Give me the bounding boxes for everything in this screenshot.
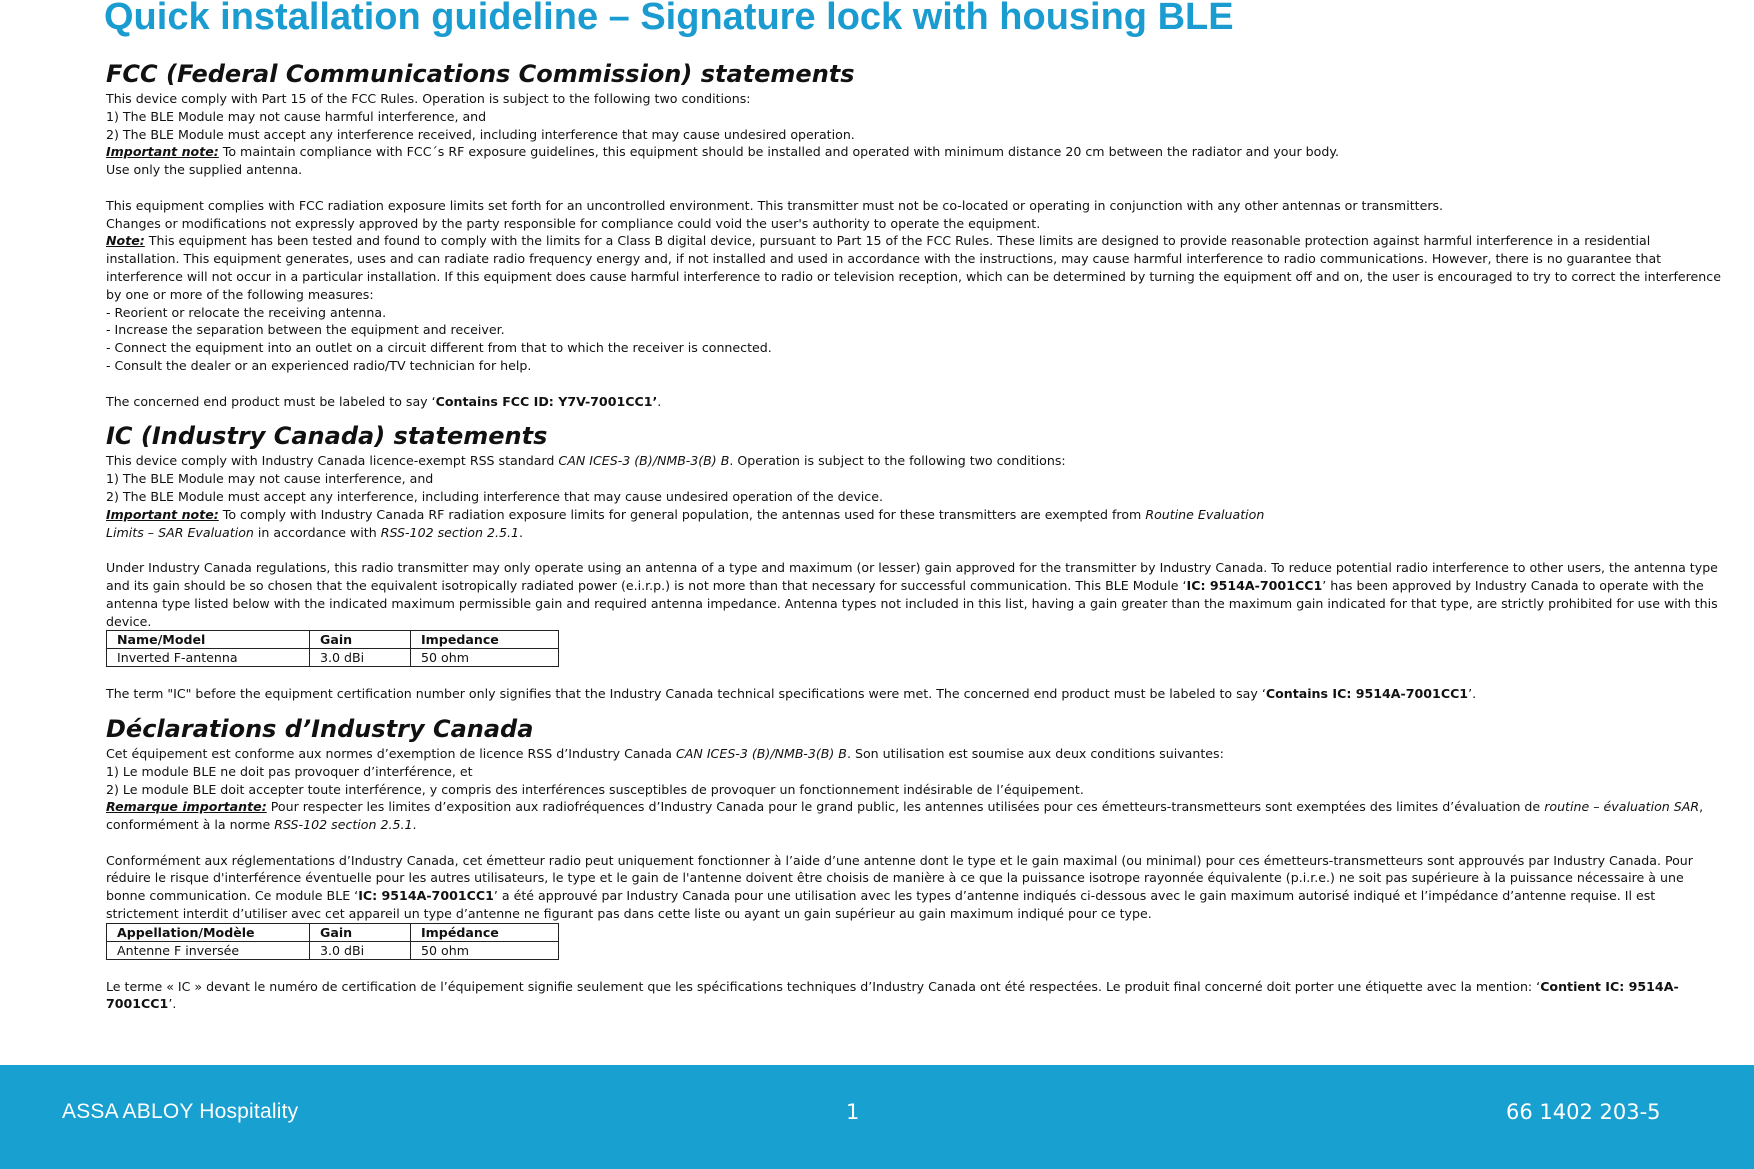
table-header-row — [107, 923, 559, 941]
fr-antenna-table — [106, 923, 559, 960]
ic-label-requirement: The term "IC" before the equipment certification number only signifies that the Industry Canada technical specifications were met. The concerned end product must be labeled to say ‘Contains IC: 9514A-7001CC1’. — [106, 686, 1477, 702]
fr-label-requirement: Le terme « IC » devant le numéro de certification de l’équipement signifie seulement que les spécifications techniques d’Industry Canada ont été respectées. Le produit final concerné doit porter une étiquette avec la mention: ‘Contient IC: 9514A-7001CC1’. — [106, 978, 1679, 1012]
ic-antenna-table — [106, 630, 559, 667]
ic-intro: This device comply with Industry Canada licence-exempt RSS standard CAN ICES-3 (B)/NMB-3(B) B. Operation is subject to the following two conditions: — [106, 453, 1066, 469]
document-number: 66 1402 203-5 — [1506, 1100, 1661, 1124]
fr-condition-2: 2) Le module BLE doit accepter toute interférence, y compris des interférences susceptibles de provoquer un fonctionnement indésirable de l’équipement. — [106, 781, 1084, 797]
fcc-important-label: Important note: — [106, 144, 219, 160]
fr-heading: Déclarations d’Industry Canada — [106, 714, 534, 743]
fr-intro: Cet équipement est conforme aux normes d’exemption de licence RSS d’Industry Canada CAN ICES-3 (B)/NMB-3(B) B. Son utilisation est soumise aux deux conditions suivantes: — [106, 745, 1224, 761]
fcc-note-text: This equipment has been tested and found to comply with the limits for a Class B digital device, pursuant to Part 15 of the FCC Rules. These limits are designed to provide reasonable protection against harmful interference in a residential installation. This equipment generates, uses and can radiate radio frequency energy and, if not installed and used in accordance with the instructions, may cause harmful interference to radio communications. However, there is no guarantee that interference will not occur in a particular installation. If this equipment does cause harmful interference to radio or television reception, which can be determined by turning the equipment off and on, the user is encouraged to try to correct the interference by one or more of the following measures: — [106, 233, 1721, 302]
fcc-measure: - Increase the separation between the equipment and receiver. — [106, 322, 505, 338]
ic-condition-1: 1) The BLE Module may not cause interference, and — [106, 471, 434, 487]
brand-logo-text: ASSA ABLOY Hospitality — [62, 1100, 299, 1123]
fcc-condition-2: 2) The BLE Module must accept any interference received, including interference that may cause undesired operation. — [106, 126, 855, 142]
fr-important-note: Remarque importante: Pour respecter les limites d’exposition aux radiofréquences d’Industry Canada pour le grand public, les antennes utilisées pour ces émetteurs-transmetteurs sont exemptées des limites d’évaluation de routine – évaluation SAR, conformément à la norme RSS-102 section 2.5.1. — [106, 799, 1704, 833]
fcc-condition-1: 1) The BLE Module may not cause harmful interference, and — [106, 108, 487, 124]
table-cell: 3.0 dBi — [310, 941, 411, 959]
footer-bar — [0, 1065, 1754, 1169]
table-cell: Antenne F inversée — [107, 941, 310, 959]
fcc-note-label: Note: — [106, 233, 145, 249]
fcc-label-requirement: The concerned end product must be labeled to say ‘Contains FCC ID: Y7V-7001CC1’. — [106, 393, 662, 409]
fcc-measure: - Reorient or relocate the receiving antenna. — [106, 304, 387, 320]
page-number: 1 — [846, 1100, 860, 1124]
table-row — [107, 649, 559, 667]
table-header: Name/Model — [107, 631, 310, 649]
ic-id: IC: 9514A-7001CC1 — [1186, 577, 1323, 593]
table-header: Gain — [310, 631, 411, 649]
table-cell: 50 ohm — [411, 941, 559, 959]
table-header-row — [107, 631, 559, 649]
table-cell: 50 ohm — [411, 649, 559, 667]
table-header: Impedance — [411, 631, 559, 649]
fcc-note — [106, 232, 1726, 303]
document-body — [106, 58, 1726, 1013]
fcc-intro: This device comply with Part 15 of the FCC Rules. Operation is subject to the following two conditions: — [106, 91, 751, 106]
table-row — [107, 941, 559, 959]
page-title: Quick installation guideline – Signature lock with housing BLE — [104, 0, 1234, 38]
fcc-measure: - Connect the equipment into an outlet on a circuit different from that to which the receiver is connected. — [106, 340, 772, 356]
fcc-id: Contains FCC ID: Y7V-7001CC1’ — [435, 393, 658, 409]
ic-heading: IC (Industry Canada) statements — [106, 422, 548, 451]
fr-regulations: Conformément aux réglementations d’Industry Canada, cet émetteur radio peut uniquement fonctionner à l’aide d’une antenne dont le type et le gain maximal (ou minimal) pour ces émetteurs-transmetteurs sont approuvés par Industry Canada. Pour réduire le risque d'interférence éventuelle pour les autres utilisateurs, le type et le gain de l'antenne doivent être choisis de manière à ce que la puissance isotrope rayonnée équivalente (p.i.r.e.) ne soit pas supérieure à la puissance nécessaire à une bonne communication. Ce module BLE ‘IC: 9514A-7001CC1’ a été approuvé par Industry Canada pour une utilisation avec les types d’antenne indiqués ci-dessous avec le gain maximum autorisé indiqué et l’impédance d’antenne requise. Il est strictement interdit d’utiliser avec cet appareil un type d’antenne ne figurant pas dans cette liste ou ayant un gain supérieur au gain maximum indiqué pour ce type. — [106, 852, 1693, 922]
fcc-exposure: This equipment complies with FCC radiation exposure limits set forth for an uncontrolled environment. This transmitter must not be co-located or operating in conjunction with any other antennas or transmitters. — [106, 197, 1444, 213]
table-header: Impédance — [411, 923, 559, 941]
fcc-important-note — [106, 143, 1726, 161]
table-header: Gain — [310, 923, 411, 941]
table-cell: Inverted F-antenna — [107, 649, 310, 667]
fcc-measure: - Consult the dealer or an experienced radio/TV technician for help. — [106, 357, 532, 373]
fcc-modifications: Changes or modifications not expressly approved by the party responsible for compliance could void the user's authority to operate the equipment. — [106, 215, 1041, 231]
fcc-important-text: To maintain compliance with FCC´s RF exposure guidelines, this equipment should be installed and operated with minimum distance 20 cm between the radiator and your body. — [218, 144, 1340, 160]
table-header: Appellation/Modèle — [107, 923, 310, 941]
ic-important-note: Important note: To comply with Industry Canada RF radiation exposure limits for general population, the antennas used for these transmitters are exempted from Routine Evaluation Limits – SAR Evaluation in accordance with RSS-102 section 2.5.1. — [106, 506, 1265, 540]
fr-condition-1: 1) Le module BLE ne doit pas provoquer d’interférence, et — [106, 763, 473, 779]
fcc-antenna-note: Use only the supplied antenna. — [106, 162, 303, 178]
table-cell: 3.0 dBi — [310, 649, 411, 667]
fcc-heading: FCC (Federal Communications Commission) statements — [106, 60, 855, 88]
ic-regulations: Under Industry Canada regulations, this radio transmitter may only operate using an antenna of a type and maximum (or lesser) gain approved for the transmitter by Industry Canada. To reduce potential radio interference to other users, the antenna type and its gain should be so chosen that the equivalent isotropically radiated power (e.i.r.p.) is not more than that necessary for successful communication. This BLE Module ‘IC: 9514A-7001CC1’ has been approved by Industry Canada to operate with the antenna type listed below with the indicated maximum permissible gain and required antenna impedance. Antenna types not included in this list, having a gain greater than the maximum gain indicated for that type, are strictly prohibited for use with this device. — [106, 560, 1718, 629]
ic-condition-2: 2) The BLE Module must accept any interference, including interference that may cause undesired operation of the device. — [106, 488, 883, 504]
